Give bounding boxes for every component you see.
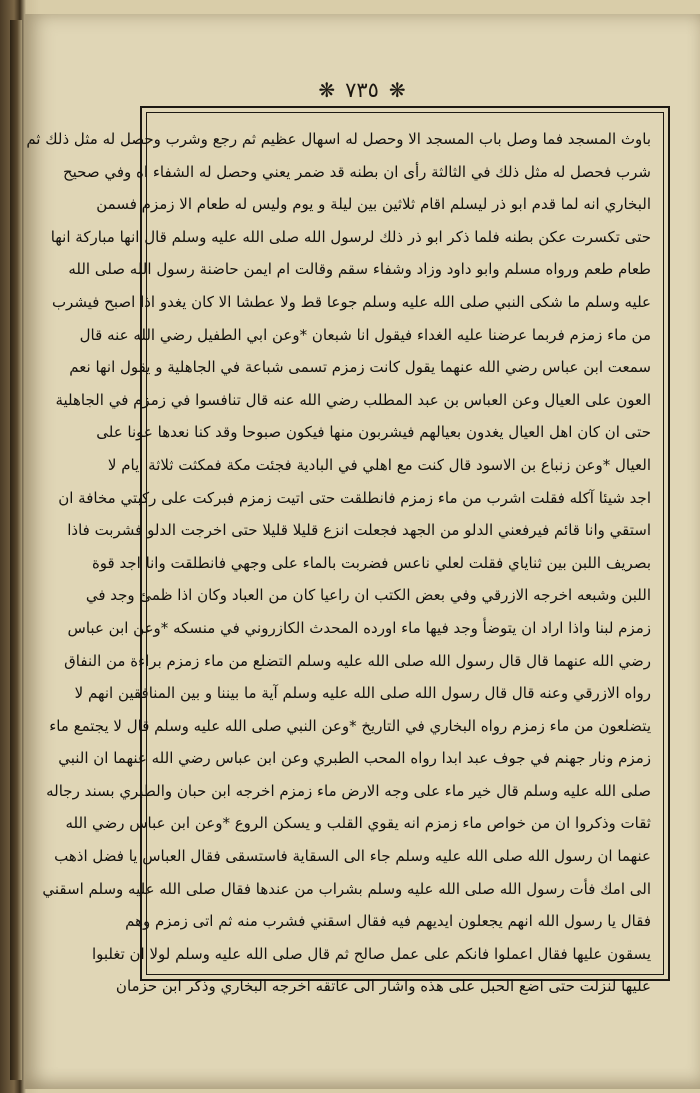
page-number: ٧٣٥ (345, 78, 379, 102)
text-line: شرب فحصل له مثل ذلك في الثالثة رأى ان بطنه قد ضمر يعني وحصل له الشفاء اه وفي صحيح (62, 162, 651, 181)
text-line: العيال *وعن زنباع بن الاسود قال كنت مع اهلي في البادية فجئت مكة فمكثت ثلاثة ايام لا (107, 455, 651, 474)
text-line: سمعت ابن عباس رضي الله عنهما يقول كانت زمزم تسمى شباعة في الجاهلية و يقول انها نعم (69, 358, 651, 377)
text-line: طعام طعم ورواه مسلم وابو داود وزاد وشفاء سقم وقالت ام ايمن حاضنة رسول الله صلى الله (68, 260, 651, 279)
text-line: حتى تكسرت عكن بطنه فلما ذكر ابو ذر ذلك لرسول الله صلى الله عليه وسلم قال انها مباركة انها (50, 227, 651, 246)
text-line: زمزم لبنا واذا اراد ان يتوضأ وجد فيها ماء اورده المحدث الكازروني في منسكه *وعن ابن عباس (67, 618, 651, 637)
page-header (24, 70, 700, 110)
text-line: عليه وسلم ما شكى النبي صلى الله عليه وسلم جوعا قط ولا عطشا الا كان يغدو اذا اصبح فيشرب (51, 292, 651, 311)
text-line: الى امك فأت رسول الله صلى الله عليه وسلم بشراب من عندها فقال صلى الله عليه وسلم اسقني (42, 879, 651, 898)
text-line: اللبن وشبعه اخرجه الازرقي وفي بعض الكتب ان راعيا كان من العباد وكان اذا ظمئ وجد في (85, 586, 651, 605)
text-line: رواه الازرقي وعنه قال قال رسول الله صلى الله عليه وسلم آية ما بيننا و بين المنافقين انهم لا (74, 684, 651, 703)
text-line: رضي الله عنهما قال قال رسول الله صلى الله عليه وسلم التضلع من ماء زمزم براءة من النفاق (64, 651, 651, 670)
text-line: يتضلعون من ماء زمزم رواه البخاري في التاريخ *وعن النبي صلى الله عليه وسلم قال لا يجتمع ماء (49, 716, 651, 735)
text-line: البخاري انه لما قدم ابو ذر ليسلم اقام ثلاثين بين ليلة و يوم وليس له طعام الا زمزم فسمن (96, 195, 651, 214)
text-line: يسقون عليها فقال اعملوا فانكم على عمل صالح ثم قال صلى الله عليه وسلم لولا ان تغلبوا (91, 944, 651, 963)
book-page (24, 14, 700, 1089)
text-line: ثقات وذكروا ان من خواص ماء زمزم انه يقوي القلب و يسكن الروع *وعن ابن عباس رضي الله (65, 814, 651, 833)
text-line: حتى ان كان اهل العيال يغدون بعيالهم فيشربون منها فيكون صبوحا وقد كنا نعدها عونا على (96, 423, 651, 442)
text-line: صلى الله عليه وسلم قال خير ماء على وجه الارض ماء زمزم اخرجه ابن حبان والطبري بسند رجاله (46, 781, 651, 800)
ornament-left-icon: ❋ (318, 78, 336, 102)
text-line: العون على العيال وعن العباس بن عبد المطلب رضي الله عنه قال تنافسوا في زمزم في الجاهلية (55, 390, 651, 409)
ornament-right-icon: ❋ (388, 78, 406, 102)
text-line: استقي وانا قائم فيرفعني الدلو من الجهد فجعلت انزع قليلا قليلا حتى اخرجت الدلو فشربت فاذا (67, 521, 651, 540)
text-body (26, 123, 651, 996)
text-frame-inner-rule (26, 112, 664, 996)
text-line: زمزم ونار جهنم في جوف عبد ابدا رواه المحب الطبري وعن ابن عباس رضي الله عنهما ان النبي (58, 749, 651, 768)
text-line: اجد شيئا آكله فقلت اشرب من ماء زمزم فانطلقت حتى اتيت زمزم فبركت على ركبتي مخافة ان (58, 488, 651, 507)
text-line: عليها لنزلت حتى اضع الحبل على هذه واشار الى عاتقه اخرجه البخاري وذكر ابن حزمان (115, 977, 651, 996)
text-line: بصريف اللبن بين ثناياي فقلت لعلي ناعس فضربت بالماء على وجهي فانطلقت وانا اجد قوة (91, 553, 651, 572)
book-spine-edge (10, 20, 22, 1080)
text-line: باوث المسجد فما وصل باب المسجد الا وحصل له اسهال عظيم ثم رجع وشرب وحصل له مثل ذلك ثم (26, 130, 651, 148)
text-frame (26, 106, 670, 996)
text-line: فقال يا رسول الله انهم يجعلون ايديهم فيه فقال اسقني فشرب منه ثم اتى زمزم وهم (125, 912, 651, 931)
text-line: من ماء زمزم فربما عرضنا عليه الغداء فيقول انا شبعان *وعن ابي الطفيل رضي الله عنه قال (79, 325, 651, 344)
text-line: عنهما ان رسول الله صلى الله عليه وسلم جاء الى السقاية فاستسقى فقال العباس يا فضل اذهب (54, 847, 651, 866)
